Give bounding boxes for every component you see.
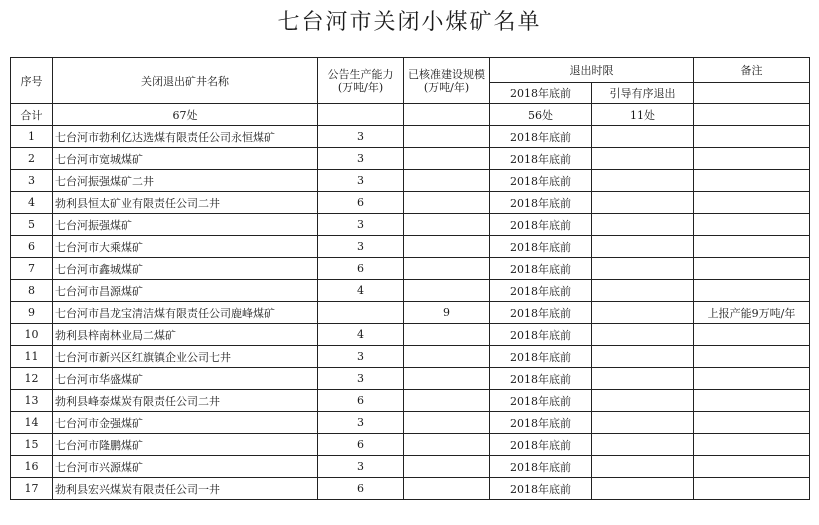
cell-approved bbox=[404, 236, 490, 258]
cell-approved bbox=[404, 346, 490, 368]
cell-approved bbox=[404, 126, 490, 148]
cell-remark bbox=[694, 434, 810, 456]
cell-deadline: 2018年底前 bbox=[490, 368, 592, 390]
header-remarks-sub bbox=[694, 83, 810, 104]
total-row bbox=[11, 104, 810, 126]
cell-index: 16 bbox=[11, 456, 53, 478]
cell-deadline: 2018年底前 bbox=[490, 126, 592, 148]
cell-index: 14 bbox=[11, 412, 53, 434]
cell-guided bbox=[592, 280, 694, 302]
cell-guided bbox=[592, 346, 694, 368]
cell-capacity: 3 bbox=[318, 412, 404, 434]
cell-guided bbox=[592, 478, 694, 500]
cell-index: 13 bbox=[11, 390, 53, 412]
cell-capacity: 6 bbox=[318, 478, 404, 500]
cell-capacity: 6 bbox=[318, 434, 404, 456]
cell-mine-name: 七台河市新兴区红旗镇企业公司七井 bbox=[53, 346, 318, 368]
cell-mine-name: 七台河市隆鹏煤矿 bbox=[53, 434, 318, 456]
total-guided-exit: 11处 bbox=[592, 104, 694, 126]
cell-capacity bbox=[318, 302, 404, 324]
cell-index: 11 bbox=[11, 346, 53, 368]
cell-capacity: 6 bbox=[318, 192, 404, 214]
cell-deadline: 2018年底前 bbox=[490, 434, 592, 456]
cell-approved bbox=[404, 258, 490, 280]
table-row bbox=[11, 214, 810, 236]
cell-capacity: 3 bbox=[318, 214, 404, 236]
cell-deadline: 2018年底前 bbox=[490, 258, 592, 280]
table-row bbox=[11, 368, 810, 390]
cell-guided bbox=[592, 456, 694, 478]
table-row bbox=[11, 280, 810, 302]
cell-remark bbox=[694, 280, 810, 302]
cell-remark bbox=[694, 390, 810, 412]
cell-deadline: 2018年底前 bbox=[490, 456, 592, 478]
cell-capacity: 4 bbox=[318, 280, 404, 302]
cell-capacity: 6 bbox=[318, 258, 404, 280]
total-capacity bbox=[318, 104, 404, 126]
header-before-2018: 2018年底前 bbox=[490, 83, 592, 104]
header-index: 序号 bbox=[11, 58, 53, 104]
header-approved bbox=[404, 58, 490, 104]
table-row bbox=[11, 170, 810, 192]
cell-mine-name: 七台河市大乘煤矿 bbox=[53, 236, 318, 258]
cell-guided bbox=[592, 412, 694, 434]
cell-guided bbox=[592, 368, 694, 390]
cell-capacity: 3 bbox=[318, 126, 404, 148]
cell-mine-name: 勃利县恒太矿业有限责任公司二井 bbox=[53, 192, 318, 214]
header-capacity-line2: (万吨/年) bbox=[337, 80, 384, 94]
cell-deadline: 2018年底前 bbox=[490, 390, 592, 412]
cell-remark bbox=[694, 368, 810, 390]
cell-remark bbox=[694, 126, 810, 148]
cell-mine-name: 勃利县峰泰煤炭有限责任公司二井 bbox=[53, 390, 318, 412]
cell-index: 4 bbox=[11, 192, 53, 214]
cell-mine-name: 七台河市昌龙宝清洁煤有限责任公司鹿峰煤矿 bbox=[53, 302, 318, 324]
cell-index: 2 bbox=[11, 148, 53, 170]
table-row bbox=[11, 258, 810, 280]
header-capacity bbox=[318, 58, 404, 104]
cell-remark bbox=[694, 236, 810, 258]
cell-mine-name: 七台河市昌源煤矿 bbox=[53, 280, 318, 302]
cell-deadline: 2018年底前 bbox=[490, 412, 592, 434]
total-remark bbox=[694, 104, 810, 126]
cell-mine-name: 七台河市勃利亿达选煤有限责任公司永恒煤矿 bbox=[53, 126, 318, 148]
cell-capacity: 3 bbox=[318, 346, 404, 368]
table-row bbox=[11, 126, 810, 148]
table-row bbox=[11, 456, 810, 478]
cell-guided bbox=[592, 148, 694, 170]
cell-deadline: 2018年底前 bbox=[490, 478, 592, 500]
cell-index: 12 bbox=[11, 368, 53, 390]
cell-deadline: 2018年底前 bbox=[490, 280, 592, 302]
cell-remark bbox=[694, 412, 810, 434]
cell-capacity: 3 bbox=[318, 236, 404, 258]
cell-index: 9 bbox=[11, 302, 53, 324]
total-label: 合计 bbox=[11, 104, 53, 126]
cell-index: 8 bbox=[11, 280, 53, 302]
cell-index: 15 bbox=[11, 434, 53, 456]
cell-guided bbox=[592, 214, 694, 236]
table-row bbox=[11, 390, 810, 412]
cell-mine-name: 勃利县宏兴煤炭有限责任公司一井 bbox=[53, 478, 318, 500]
cell-approved bbox=[404, 390, 490, 412]
header-approved-line1: 已核准建设规模 bbox=[408, 67, 485, 81]
total-before-2018: 56处 bbox=[490, 104, 592, 126]
cell-capacity: 3 bbox=[318, 148, 404, 170]
cell-mine-name: 勃利县梓南林业局二煤矿 bbox=[53, 324, 318, 346]
cell-guided bbox=[592, 170, 694, 192]
cell-deadline: 2018年底前 bbox=[490, 192, 592, 214]
cell-capacity: 6 bbox=[318, 390, 404, 412]
cell-mine-name: 七台河市鑫城煤矿 bbox=[53, 258, 318, 280]
cell-deadline: 2018年底前 bbox=[490, 324, 592, 346]
cell-approved bbox=[404, 192, 490, 214]
cell-approved bbox=[404, 214, 490, 236]
cell-remark bbox=[694, 346, 810, 368]
cell-index: 10 bbox=[11, 324, 53, 346]
cell-mine-name: 七台河市华盛煤矿 bbox=[53, 368, 318, 390]
cell-remark bbox=[694, 214, 810, 236]
cell-remark bbox=[694, 456, 810, 478]
header-name: 关闭退出矿井名称 bbox=[53, 58, 318, 104]
cell-deadline: 2018年底前 bbox=[490, 346, 592, 368]
cell-approved bbox=[404, 434, 490, 456]
cell-index: 6 bbox=[11, 236, 53, 258]
cell-capacity: 4 bbox=[318, 324, 404, 346]
cell-approved bbox=[404, 368, 490, 390]
cell-approved bbox=[404, 170, 490, 192]
cell-mine-name: 七台河市宽城煤矿 bbox=[53, 148, 318, 170]
cell-mine-name: 七台河振强煤矿 bbox=[53, 214, 318, 236]
cell-approved bbox=[404, 324, 490, 346]
cell-deadline: 2018年底前 bbox=[490, 302, 592, 324]
cell-capacity: 3 bbox=[318, 456, 404, 478]
cell-guided bbox=[592, 236, 694, 258]
header-capacity-line1: 公告生产能力 bbox=[327, 67, 394, 81]
cell-capacity: 3 bbox=[318, 368, 404, 390]
cell-guided bbox=[592, 324, 694, 346]
cell-guided bbox=[592, 192, 694, 214]
cell-capacity: 3 bbox=[318, 170, 404, 192]
cell-deadline: 2018年底前 bbox=[490, 214, 592, 236]
cell-approved bbox=[404, 148, 490, 170]
cell-guided bbox=[592, 390, 694, 412]
cell-index: 3 bbox=[11, 170, 53, 192]
cell-approved bbox=[404, 280, 490, 302]
cell-remark bbox=[694, 170, 810, 192]
table-row bbox=[11, 324, 810, 346]
total-count: 67处 bbox=[53, 104, 318, 126]
table-row bbox=[11, 302, 810, 324]
cell-index: 7 bbox=[11, 258, 53, 280]
cell-mine-name: 七台河振强煤矿二井 bbox=[53, 170, 318, 192]
cell-approved bbox=[404, 456, 490, 478]
cell-guided bbox=[592, 434, 694, 456]
total-approved bbox=[404, 104, 490, 126]
cell-remark: 上报产能9万吨/年 bbox=[694, 302, 810, 324]
table-row bbox=[11, 236, 810, 258]
cell-approved: 9 bbox=[404, 302, 490, 324]
cell-deadline: 2018年底前 bbox=[490, 236, 592, 258]
table-row bbox=[11, 346, 810, 368]
table-row bbox=[11, 434, 810, 456]
header-remarks: 备注 bbox=[694, 58, 810, 83]
closure-list-table bbox=[10, 57, 810, 500]
cell-mine-name: 七台河市兴源煤矿 bbox=[53, 456, 318, 478]
cell-guided bbox=[592, 126, 694, 148]
cell-deadline: 2018年底前 bbox=[490, 170, 592, 192]
cell-index: 5 bbox=[11, 214, 53, 236]
header-exit-time: 退出时限 bbox=[490, 58, 694, 83]
header-guided-exit: 引导有序退出 bbox=[592, 83, 694, 104]
header-approved-line2: (万吨/年) bbox=[423, 80, 470, 94]
cell-deadline: 2018年底前 bbox=[490, 148, 592, 170]
table-row bbox=[11, 412, 810, 434]
table-row bbox=[11, 478, 810, 500]
cell-approved bbox=[404, 412, 490, 434]
cell-remark bbox=[694, 324, 810, 346]
table-row bbox=[11, 192, 810, 214]
cell-guided bbox=[592, 302, 694, 324]
cell-guided bbox=[592, 258, 694, 280]
cell-mine-name: 七台河市金强煤矿 bbox=[53, 412, 318, 434]
cell-approved bbox=[404, 478, 490, 500]
cell-remark bbox=[694, 478, 810, 500]
cell-index: 1 bbox=[11, 126, 53, 148]
document-title: 七台河市关闭小煤矿名单 bbox=[277, 10, 542, 35]
cell-remark bbox=[694, 148, 810, 170]
cell-remark bbox=[694, 192, 810, 214]
table-row bbox=[11, 148, 810, 170]
cell-index: 17 bbox=[11, 478, 53, 500]
cell-remark bbox=[694, 258, 810, 280]
